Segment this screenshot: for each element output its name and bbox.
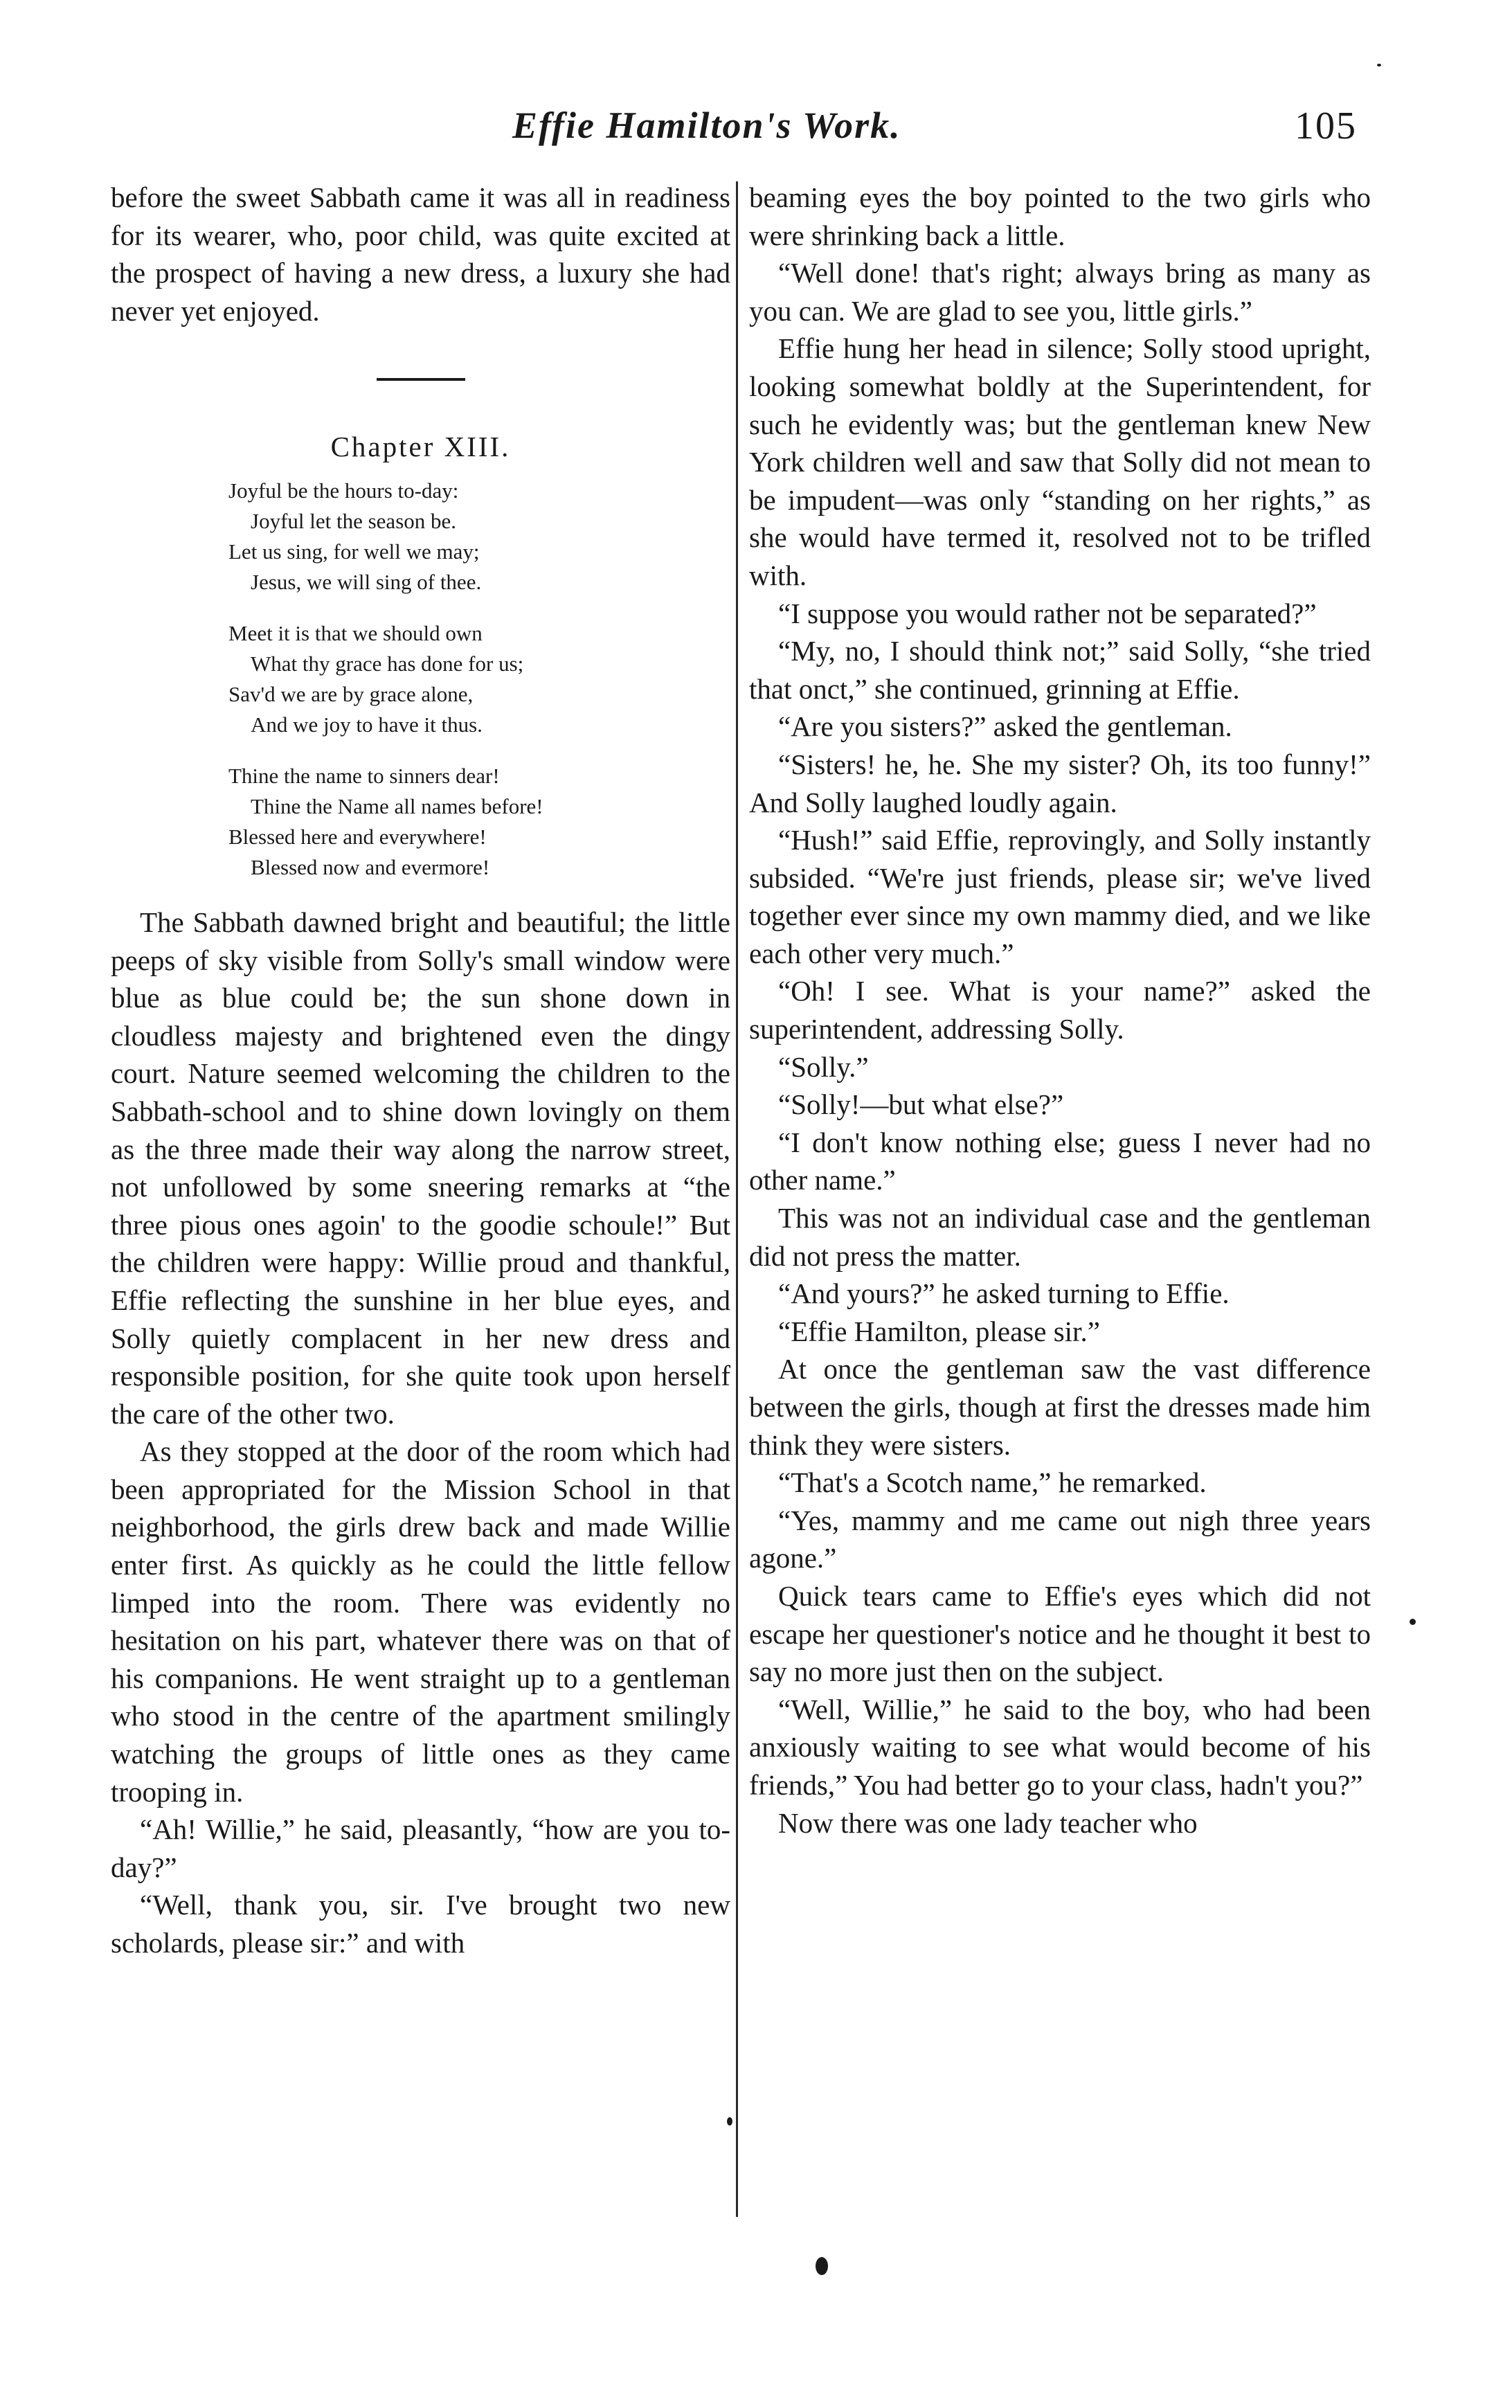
paragraph: At once the gentleman saw the vast difference between the girls, though at first the dresses made him think they were sisters. xyxy=(749,1353,1371,1461)
page-number: 105 xyxy=(1295,105,1357,147)
paragraph: “And yours?” he asked turning to Effie. xyxy=(778,1277,1230,1310)
verse-line: And we joy to have it thus. xyxy=(251,712,483,737)
verse-line: Blessed now and evermore! xyxy=(251,854,490,879)
verse-line: Let us sing, for well we may; xyxy=(228,539,480,564)
verse-line: Jesus, we will sing of thee. xyxy=(251,569,482,594)
left-column xyxy=(111,179,730,1962)
paragraph: beaming eyes the boy pointed to the two girls who were shrinking back a little. xyxy=(749,181,1371,251)
paragraph: Quick tears came to Effie's eyes which did not escape her questioner's notice and he thought it best to say no more just then on the subject. xyxy=(749,1579,1371,1688)
verse-line: What thy grace has done for us; xyxy=(251,651,524,676)
paragraph: “Ah! Willie,” he said, pleasantly, “how are you to-day?” xyxy=(111,1813,730,1883)
paragraph: “Yes, mammy and me came out nigh three years agone.” xyxy=(749,1504,1371,1574)
paragraph: Effie hung her head in silence; Solly stood upright, looking somewhat boldly at the Superintendent, for such he evidently was; but the gentleman knew New York children well and saw that Solly did not mean to be impudent—was only “standing on her rights,” as she would have termed it, resolved not to be trifled with. xyxy=(749,332,1371,591)
right-column xyxy=(749,179,1371,1842)
paragraph: “Are you sisters?” asked the gentleman. xyxy=(778,710,1232,743)
paragraph: “My, no, I should think not;” said Solly, “she tried that onct,” she continued, grinning at Effie. xyxy=(749,635,1371,705)
paragraph: Now there was one lady teacher who xyxy=(778,1806,1198,1839)
paragraph: The Sabbath dawned bright and beautiful; the little peeps of sky visible from Solly's small window were blue as blue could be; the sun shone down in cloudless majesty and brightened even the dingy court. Nature seemed welcoming the children to the Sabbath-school and to shine down lovingly on them as the three made their way along the narrow street, not unfollowed by some sneering remarks at “the three pious ones agoin' to the goodie schoule!” But the children were happy: Willie proud and thankful, Effie reflecting the sunshine in her blue eyes, and Solly quietly complacent in her new dress and responsible position, for she quite took upon herself the care of the other two. xyxy=(111,906,730,1430)
stanza xyxy=(228,476,730,597)
stanza xyxy=(228,761,730,883)
paragraph: This was not an individual case and the gentleman did not press the matter. xyxy=(749,1202,1371,1272)
section-divider xyxy=(377,378,465,381)
paragraph: “Solly.” xyxy=(778,1050,869,1083)
paragraph: “Oh! I see. What is your name?” asked the superintendent, addressing Solly. xyxy=(749,975,1371,1045)
print-speck xyxy=(816,2257,828,2275)
paragraph: “I suppose you would rather not be separated?” xyxy=(778,597,1317,629)
paragraph: “I don't know nothing else; guess I never had no other name.” xyxy=(749,1126,1371,1196)
paragraph: “That's a Scotch name,” he remarked. xyxy=(778,1466,1207,1499)
paragraph: “Sisters! he, he. She my sister? Oh, its too funny!” And Solly laughed loudly again. xyxy=(749,748,1371,818)
print-speck xyxy=(1377,64,1381,66)
paragraph: “Solly!—but what else?” xyxy=(778,1088,1064,1121)
paragraph: “Effie Hamilton, please sir.” xyxy=(778,1315,1100,1347)
verse-line: Joyful let the season be. xyxy=(251,508,457,533)
paragraph: “Hush!” said Effie, reprovingly, and Solly instantly subsided. “We're just friends, please sir; we've lived together ever since my own mammy died, and we like each other very much.” xyxy=(749,824,1371,969)
paragraph: “Well, thank you, sir. I've brought two new scholards, please sir:” and with xyxy=(111,1889,730,1959)
paragraph: “Well done! that's right; always bring as many as you can. We are glad to see you, little girls.” xyxy=(749,257,1371,327)
chapter-heading: Chapter XIII. xyxy=(330,431,511,463)
hymn-verse xyxy=(228,476,730,883)
stanza xyxy=(228,618,730,740)
paragraph: As they stopped at the door of the room which had been appropriated for the Mission School in that neighborhood, the girls drew back and made Willie enter first. As quickly as he could the little fellow limped into the room. There was evidently no hesitation on his part, whatever there was on that of his companions. He went straight up to a gentleman who stood in the centre of the apartment smilingly watching the groups of little ones as they came trooping in. xyxy=(111,1435,730,1808)
paragraph: before the sweet Sabbath came it was all in readiness for its wearer, who, poor child, was quite excited at the prospect of having a new dress, a luxury she had never yet enjoyed. xyxy=(111,181,730,327)
verse-line: Thine the Name all names before! xyxy=(251,793,543,818)
paragraph: “Well, Willie,” he said to the boy, who had been anxiously waiting to see what would become of his friends,” You had better go to your class, hadn't you?” xyxy=(749,1693,1371,1801)
verse-line: Blessed here and everywhere! xyxy=(228,824,487,849)
verse-line: Sav'd we are by grace alone, xyxy=(228,681,474,706)
verse-line: Joyful be the hours to-day: xyxy=(228,478,459,503)
column-rule xyxy=(736,181,738,2217)
running-head: Effie Hamilton's Work. xyxy=(512,105,901,146)
verse-line: Meet it is that we should own xyxy=(228,620,483,645)
print-speck xyxy=(727,2117,732,2126)
print-speck xyxy=(1410,1619,1416,1625)
verse-line: Thine the name to sinners dear! xyxy=(228,763,500,788)
